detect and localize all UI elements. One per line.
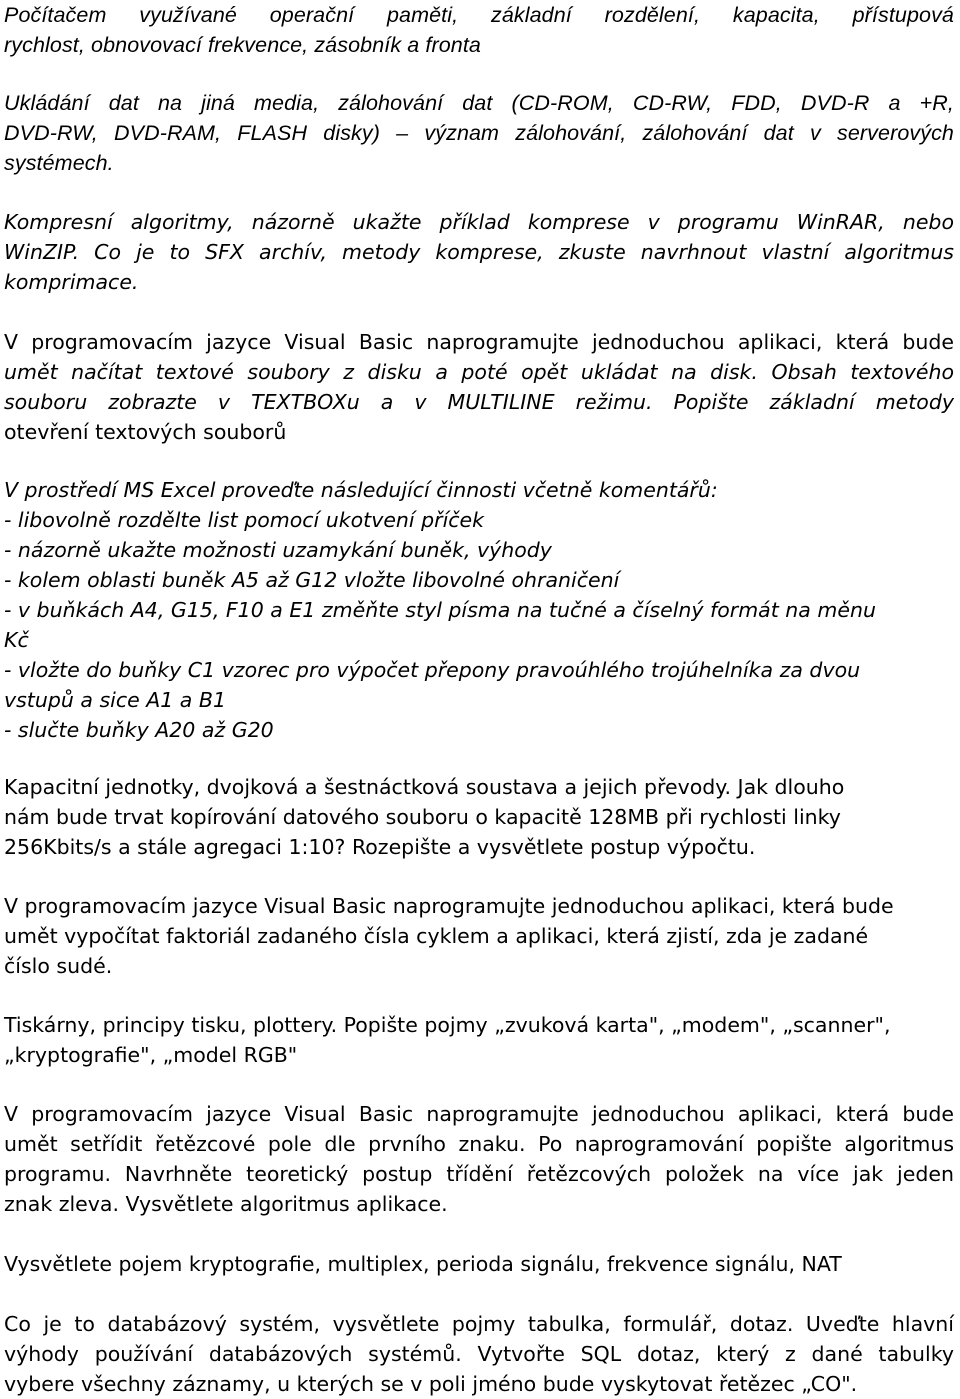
text-line: V programovacím jazyce Visual Basic naprogramujte jednoduchou aplikaci, která bude [4,330,954,354]
text-line: souboru zobrazte v TEXTBOXu a v MULTILINE režimu. Popište základní metody [4,390,954,414]
paragraph-vb-sorting [4,1099,954,1219]
text-line: Co je to databázový systém, vysvětlete pojmy tabulka, formulář, dotaz. Uveďte hlavní [4,1312,954,1336]
text-line: 256Kbits/s a stále agregaci 1:10? Rozepište a vysvětlete postup výpočtu. [4,835,756,859]
text-line: otevření textových souborů [4,420,287,444]
text-line: nám bude trvat kopírování datového souboru o kapacitě 128MB při rychlosti linky [4,805,841,829]
paragraph-printers [4,1010,954,1070]
text-line: DVD-RW, DVD-RAM, FLASH disky) – význam zálohování, zálohování dat v serverových [4,121,954,145]
paragraph-compression [4,207,954,297]
paragraph-cryptography [4,1249,954,1279]
text-line: V programovacím jazyce Visual Basic naprogramujte jednoduchou aplikaci, která bude [4,894,894,918]
text-line: Kapacitní jednotky, dvojková a šestnáctková soustava a jejich převody. Jak dlouho [4,775,845,799]
list-item: - kolem oblasti buněk A5 až G12 vložte libovolné ohraničení [4,568,620,592]
paragraph-database [4,1309,954,1399]
text-line: rychlost, obnovovací frekvence, zásobník a fronta [4,33,481,57]
text-line: Kompresní algoritmy, názorně ukažte příklad komprese v programu WinRAR, nebo [4,210,954,234]
text-line: znak zleva. Vysvětlete algoritmus aplikace. [4,1192,448,1216]
list-item: - názorně ukažte možnosti uzamykání buněk, výhody [4,538,552,562]
text-line: V programovacím jazyce Visual Basic naprogramujte jednoduchou aplikaci, která bude [4,1102,954,1126]
text-line: „kryptografie", „model RGB" [4,1043,298,1067]
list-item-continuation: Kč [4,628,29,652]
paragraph-capacity-units [4,772,954,862]
text-line: WinZIP. Co je to SFX archív, metody komprese, zkuste navrhnout vlastní algoritmus [4,240,954,264]
list-item: - slučte buňky A20 až G20 [4,718,274,742]
list-item: - libovolně rozdělte list pomocí ukotvení příček [4,508,485,532]
text-line: číslo sudé. [4,954,113,978]
list-item: - vložte do buňky C1 vzorec pro výpočet přepony pravoúhlého trojúhelníka za dvou [4,658,861,682]
text-line: systémech. [4,151,114,175]
text-line: Ukládání dat na jiná media, zálohování dat (CD-ROM, CD-RW, FDD, DVD-R a +R, [4,91,954,115]
paragraph-vb-factorial [4,891,954,981]
text-line: vybere všechny záznamy, u kterých se v poli jméno bude vyskytovat řetězec „CO". [4,1372,858,1396]
text-line: výhody používání databázových systémů. Vytvořte SQL dotaz, který z dané tabulky [4,1342,954,1366]
text-line: umět setřídit řetězcové pole dle prvního znaku. Po naprogramování popište algoritmus [4,1132,954,1156]
text-line: umět načítat textové soubory z disku a poté opět ukládat na disk. Obsah textového [4,360,954,384]
text-line: umět vypočítat faktoriál zadaného čísla cyklem a aplikaci, která zjistí, zda je zadané [4,924,869,948]
paragraph-memory [4,0,954,60]
paragraph-backup [4,88,954,178]
text-line: programu. Navrhněte teoretický postup třídění řetězcových položek na více jak jeden [4,1162,954,1186]
text-line: Počítačem využívané operační paměti, základní rozdělení, kapacita, přístupová [4,3,954,27]
text-line: komprimace. [4,270,139,294]
text-line: V prostředí MS Excel proveďte následující činnosti včetně komentářů: [4,478,718,502]
text-line: Vysvětlete pojem kryptografie, multiplex, perioda signálu, frekvence signálu, NAT [4,1252,842,1276]
text-line: Tiskárny, principy tisku, plottery. Popište pojmy „zvuková karta", „modem", „scanner", [4,1013,891,1037]
paragraph-vb-textfiles [4,327,954,447]
list-item: - v buňkách A4, G15, F10 a E1 změňte styl písma na tučné a číselný formát na měnu [4,598,876,622]
paragraph-excel [4,475,954,745]
list-item-continuation: vstupů a sice A1 a B1 [4,688,226,712]
